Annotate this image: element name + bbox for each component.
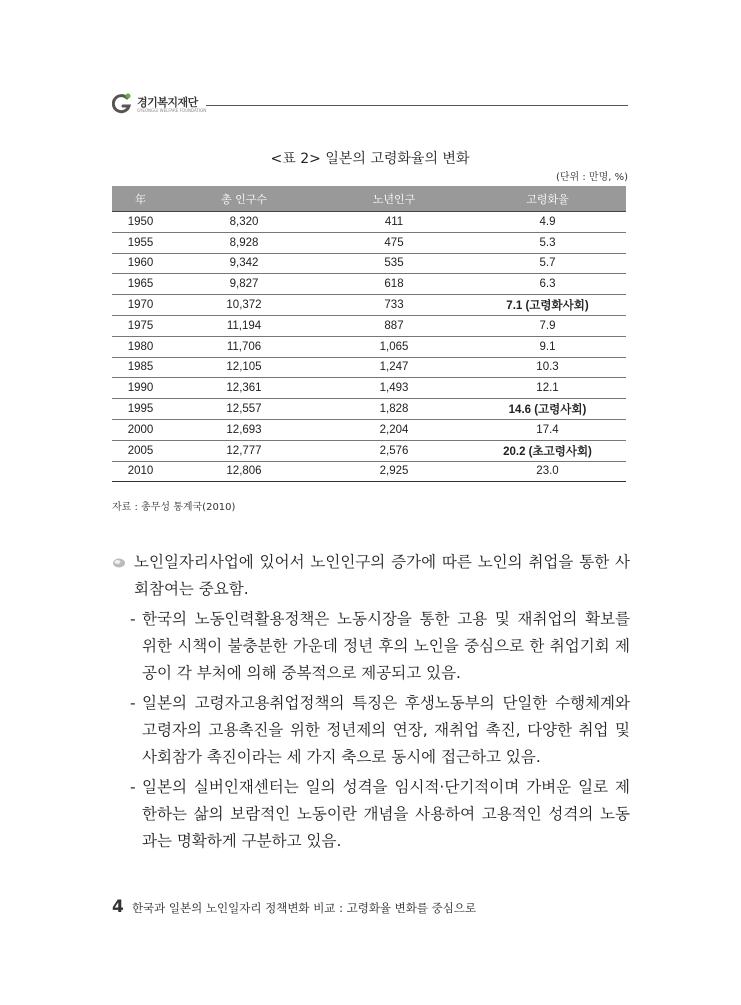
cell-year: 1995 <box>112 399 169 420</box>
cell-elderly-population: 1,065 <box>319 336 469 357</box>
cell-total-population: 9,342 <box>169 253 319 274</box>
cell-total-population: 12,361 <box>169 378 319 399</box>
org-subtitle: GYEONGGI WELFARE FOUNDATION <box>137 108 207 113</box>
cell-aging-rate: 6.3 <box>469 274 626 295</box>
cell-total-population: 11,194 <box>169 315 319 336</box>
cell-year: 1960 <box>112 253 169 274</box>
cell-year: 2010 <box>112 461 169 482</box>
cell-year: 2005 <box>112 440 169 461</box>
dash-marker: - <box>130 610 136 628</box>
cell-elderly-population: 535 <box>319 253 469 274</box>
cell-total-population: 12,806 <box>169 461 319 482</box>
sub-item-text: 일본의 실버인재센터는 일의 성격을 임시적·단기적이며 가벼운 일로 제한하는 삶의 보람적인 노동이란 개념을 사용하여 고용적인 성격의 노동과는 명확하게 구분하고 있음. <box>142 778 630 850</box>
table-row <box>112 336 626 357</box>
page-header <box>112 90 628 120</box>
sub-item-text: 일본의 고령자고용취업정책의 특징은 후생노동부의 단일한 수행체계와 고령자의 고용촉진을 위한 정년제의 연장, 재취업 촉진, 다양한 취업 및 사회참가 촉진이라는 세 가지 축으로 동시에 접근하고 있음. <box>142 694 630 766</box>
cell-aging-rate: 10.3 <box>469 357 626 378</box>
cell-aging-rate: 5.7 <box>469 253 626 274</box>
main-bullet-text: 노인일자리사업에 있어서 노인인구의 증가에 따른 노인의 취업을 통한 사회참여는 중요함. <box>134 553 630 598</box>
cell-aging-rate-milestone: 14.6 (고령사회) <box>469 399 626 420</box>
cell-aging-rate: 5.3 <box>469 232 626 253</box>
cell-year: 1985 <box>112 357 169 378</box>
sub-item-text: 한국의 노동인력활용정책은 노동시장을 통한 고용 및 재취업의 확보를 위한 시책이 불충분한 가운데 정년 후의 노인을 중심으로 한 취업기회 제공이 각 부처에 의해 중복적으로 제공되고 있음. <box>142 610 630 682</box>
cell-elderly-population: 618 <box>319 274 469 295</box>
cell-elderly-population: 1,493 <box>319 378 469 399</box>
cell-total-population: 12,777 <box>169 440 319 461</box>
table-row <box>112 274 626 295</box>
body-section <box>112 549 630 855</box>
cell-year: 2000 <box>112 419 169 440</box>
cell-aging-rate-milestone: 20.2 (초고령사회) <box>469 440 626 461</box>
table-row <box>112 315 626 336</box>
cell-year: 1950 <box>112 212 169 233</box>
table-header-row <box>112 186 626 212</box>
cell-elderly-population: 733 <box>319 295 469 316</box>
cell-elderly-population: 2,204 <box>319 419 469 440</box>
cell-elderly-population: 1,828 <box>319 399 469 420</box>
foundation-logo-icon <box>112 92 134 114</box>
table-row <box>112 357 626 378</box>
aging-rate-table <box>112 186 626 482</box>
cell-elderly-population: 411 <box>319 212 469 233</box>
cell-elderly-population: 1,247 <box>319 357 469 378</box>
cell-elderly-population: 887 <box>319 315 469 336</box>
cell-aging-rate: 23.0 <box>469 461 626 482</box>
table-row <box>112 212 626 233</box>
header-rule <box>206 105 628 106</box>
cell-elderly-population: 2,576 <box>319 440 469 461</box>
cell-total-population: 11,706 <box>169 336 319 357</box>
cell-elderly-population: 2,925 <box>319 461 469 482</box>
table-row <box>112 378 626 399</box>
table-row <box>112 399 626 420</box>
cell-total-population: 12,557 <box>169 399 319 420</box>
cell-total-population: 9,827 <box>169 274 319 295</box>
cell-year: 1990 <box>112 378 169 399</box>
cell-year: 1975 <box>112 315 169 336</box>
column-header-aging-rate: 고령화율 <box>469 186 626 212</box>
cell-aging-rate: 12.1 <box>469 378 626 399</box>
column-header-year: 年 <box>112 186 169 212</box>
cell-aging-rate: 9.1 <box>469 336 626 357</box>
column-header-total-population: 총 인구수 <box>169 186 319 212</box>
table-title: <표 2> 일본의 고령화율의 변화 <box>270 151 470 167</box>
cell-year: 1955 <box>112 232 169 253</box>
table-unit: (단위 : 만명, %) <box>555 172 628 183</box>
org-name: 경기복지재단 <box>137 96 198 109</box>
footer-title: 한국과 일본의 노인일자리 정책변화 비교 : 고령화율 변화를 중심으로 <box>131 901 477 915</box>
table-row <box>112 461 626 482</box>
sub-item <box>112 690 630 771</box>
cell-total-population: 12,693 <box>169 419 319 440</box>
page-footer <box>112 897 476 917</box>
cell-aging-rate-milestone: 7.1 (고령화사회) <box>469 295 626 316</box>
dash-marker: - <box>130 694 136 712</box>
table-source: 자료 : 총무성 통계국(2010) <box>112 502 236 513</box>
table-row <box>112 440 626 461</box>
cell-elderly-population: 475 <box>319 232 469 253</box>
page-number: 4 <box>112 897 124 917</box>
cell-aging-rate: 4.9 <box>469 212 626 233</box>
cell-aging-rate: 17.4 <box>469 419 626 440</box>
cell-total-population: 12,105 <box>169 357 319 378</box>
table-row <box>112 232 626 253</box>
cell-total-population: 8,320 <box>169 212 319 233</box>
table-row <box>112 419 626 440</box>
cell-aging-rate: 7.9 <box>469 315 626 336</box>
table-row <box>112 253 626 274</box>
sub-item <box>112 774 630 855</box>
cell-total-population: 8,928 <box>169 232 319 253</box>
cell-year: 1980 <box>112 336 169 357</box>
bullet-icon <box>112 557 126 569</box>
cell-year: 1970 <box>112 295 169 316</box>
sub-item <box>112 606 630 687</box>
dash-marker: - <box>130 778 136 796</box>
table-row <box>112 295 626 316</box>
cell-year: 1965 <box>112 274 169 295</box>
column-header-elderly-population: 노년인구 <box>319 186 469 212</box>
cell-total-population: 10,372 <box>169 295 319 316</box>
